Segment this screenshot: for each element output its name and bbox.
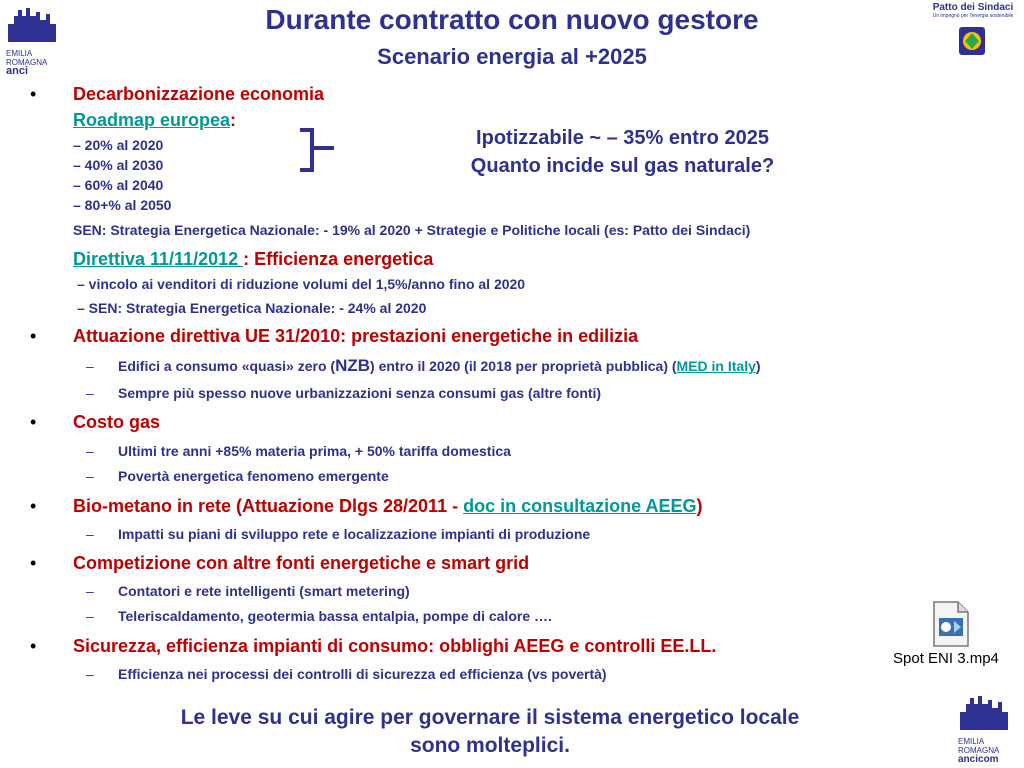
direttiva-text: : Efficienza energetica: [243, 249, 434, 269]
roadmap-item: – 20% al 2020: [73, 137, 164, 153]
edilizia-sub2: Sempre più spesso nuove urbanizzazioni senza consumi gas (altre fonti): [118, 385, 602, 401]
direttiva-link[interactable]: Direttiva 11/11/2012: [73, 249, 244, 269]
conclusion: [60, 704, 920, 760]
conclusion-line1: Le leve su cui agire per governare il sistema energetico locale: [180, 706, 800, 729]
callout-line1: Ipotizzabile ~ – 35% entro 2025: [476, 127, 769, 149]
patto-tagline: Un impegno per l'energia sostenibile: [932, 13, 1014, 19]
bullet-heading: Sicurezza, efficienza impianti di consumo: obblighi AEEG e controlli EE.LL.: [73, 636, 717, 656]
bullet-dot: •: [30, 553, 37, 573]
dash-marker: –: [86, 526, 94, 542]
dash-marker: –: [86, 468, 94, 484]
edilizia-post: ): [755, 358, 761, 374]
roadmap-line: [73, 110, 236, 131]
roadmap-item: – 60% al 2040: [73, 177, 164, 193]
med-in-italy-link[interactable]: MED in Italy: [676, 358, 756, 374]
dash-marker: –: [86, 608, 94, 624]
decarb-heading: Decarbonizzazione economia: [73, 84, 325, 104]
emilia-romagna-ancicom-logo: [958, 694, 1020, 766]
biometano-pre: Bio-metano in rete (Attuazione Dlgs 28/2011 -: [73, 496, 464, 516]
roadmap-item: – 40% al 2030: [73, 157, 164, 173]
bullet-dot: •: [30, 496, 37, 516]
roadmap-item: – 80+% al 2050: [73, 197, 172, 213]
direttiva-line: [73, 249, 433, 270]
conclusion-line2: sono molteplici.: [410, 734, 570, 757]
logo-line2: ROMAGNA: [6, 58, 48, 67]
logo-line1: EMILIA: [958, 737, 985, 746]
aeeg-doc-link[interactable]: doc in consultazione AEEG: [463, 496, 697, 516]
sub-item: Efficienza nei processi dei controlli di sicurezza ed efficienza (vs povertà): [118, 666, 607, 682]
brace-icon: [296, 126, 340, 176]
bullet-dot: •: [30, 412, 37, 432]
bullet-dot: •: [30, 636, 37, 656]
logo-line2: ROMAGNA: [958, 746, 1000, 755]
logo-line3: anci: [6, 65, 29, 77]
video-file-icon[interactable]: [928, 600, 972, 648]
sub-item: Ultimi tre anni +85% materia prima, + 50% tariffa domestica: [118, 443, 511, 459]
bullet-dot: •: [30, 326, 37, 346]
roadmap-link[interactable]: Roadmap europea: [73, 110, 231, 130]
callout: [400, 124, 845, 180]
edilizia-mid: ) entro il 2020 (il 2018 per proprietà pubblica) (: [370, 358, 677, 374]
dash-marker: –: [86, 385, 94, 401]
bullet-heading: Attuazione direttiva UE 31/2010: prestazioni energetiche in edilizia: [73, 326, 639, 346]
bullet-heading: Costo gas: [73, 412, 161, 432]
edilizia-sub1: [118, 356, 761, 376]
castle-icon: [958, 694, 1010, 732]
bullet-dot: •: [30, 84, 37, 104]
dash-marker: –: [86, 666, 94, 682]
sub-item: Contatori e rete intelligenti (smart metering): [118, 583, 410, 599]
callout-line2: Quanto incide sul gas naturale?: [470, 155, 775, 177]
biometano-heading: [73, 496, 702, 517]
patto-name: Patto dei Sindaci: [932, 2, 1014, 13]
direttiva-item: – vincolo ai venditori di riduzione volumi del 1,5%/anno fino al 2020: [77, 276, 526, 292]
dash-marker: –: [86, 358, 94, 374]
nzb-text: NZB: [335, 356, 371, 375]
logo-line1: EMILIA: [6, 49, 33, 58]
dash-marker: –: [86, 583, 94, 599]
logo-line3: ancicom: [958, 754, 999, 765]
media-filename[interactable]: Spot ENI 3.mp4: [893, 650, 999, 667]
bullet-heading: Competizione con altre fonti energetiche e smart grid: [73, 553, 530, 573]
sub-item: Teleriscaldamento, geotermia bassa entalpia, pompe di calore ….: [118, 608, 552, 624]
sub-item: Povertà energetica fenomeno emergente: [118, 468, 389, 484]
sub-item: Impatti su piani di sviluppo rete e localizzazione impianti di produzione: [118, 526, 591, 542]
direttiva-item: – SEN: Strategia Energetica Nazionale: - 24% al 2020: [77, 300, 427, 316]
edilizia-pre: Edifici a consumo «quasi» zero (: [118, 358, 336, 374]
dash-marker: –: [86, 443, 94, 459]
biometano-post: ): [696, 496, 703, 516]
roadmap-colon: :: [230, 110, 237, 130]
sen-line: SEN: Strategia Energetica Nazionale: - 19% al 2020 + Strategie e Politiche locali (es: Patto dei Sindaci): [73, 222, 751, 238]
slide-subtitle: Scenario energia al +2025: [377, 44, 647, 69]
slide-title: Durante contratto con nuovo gestore: [265, 4, 759, 35]
